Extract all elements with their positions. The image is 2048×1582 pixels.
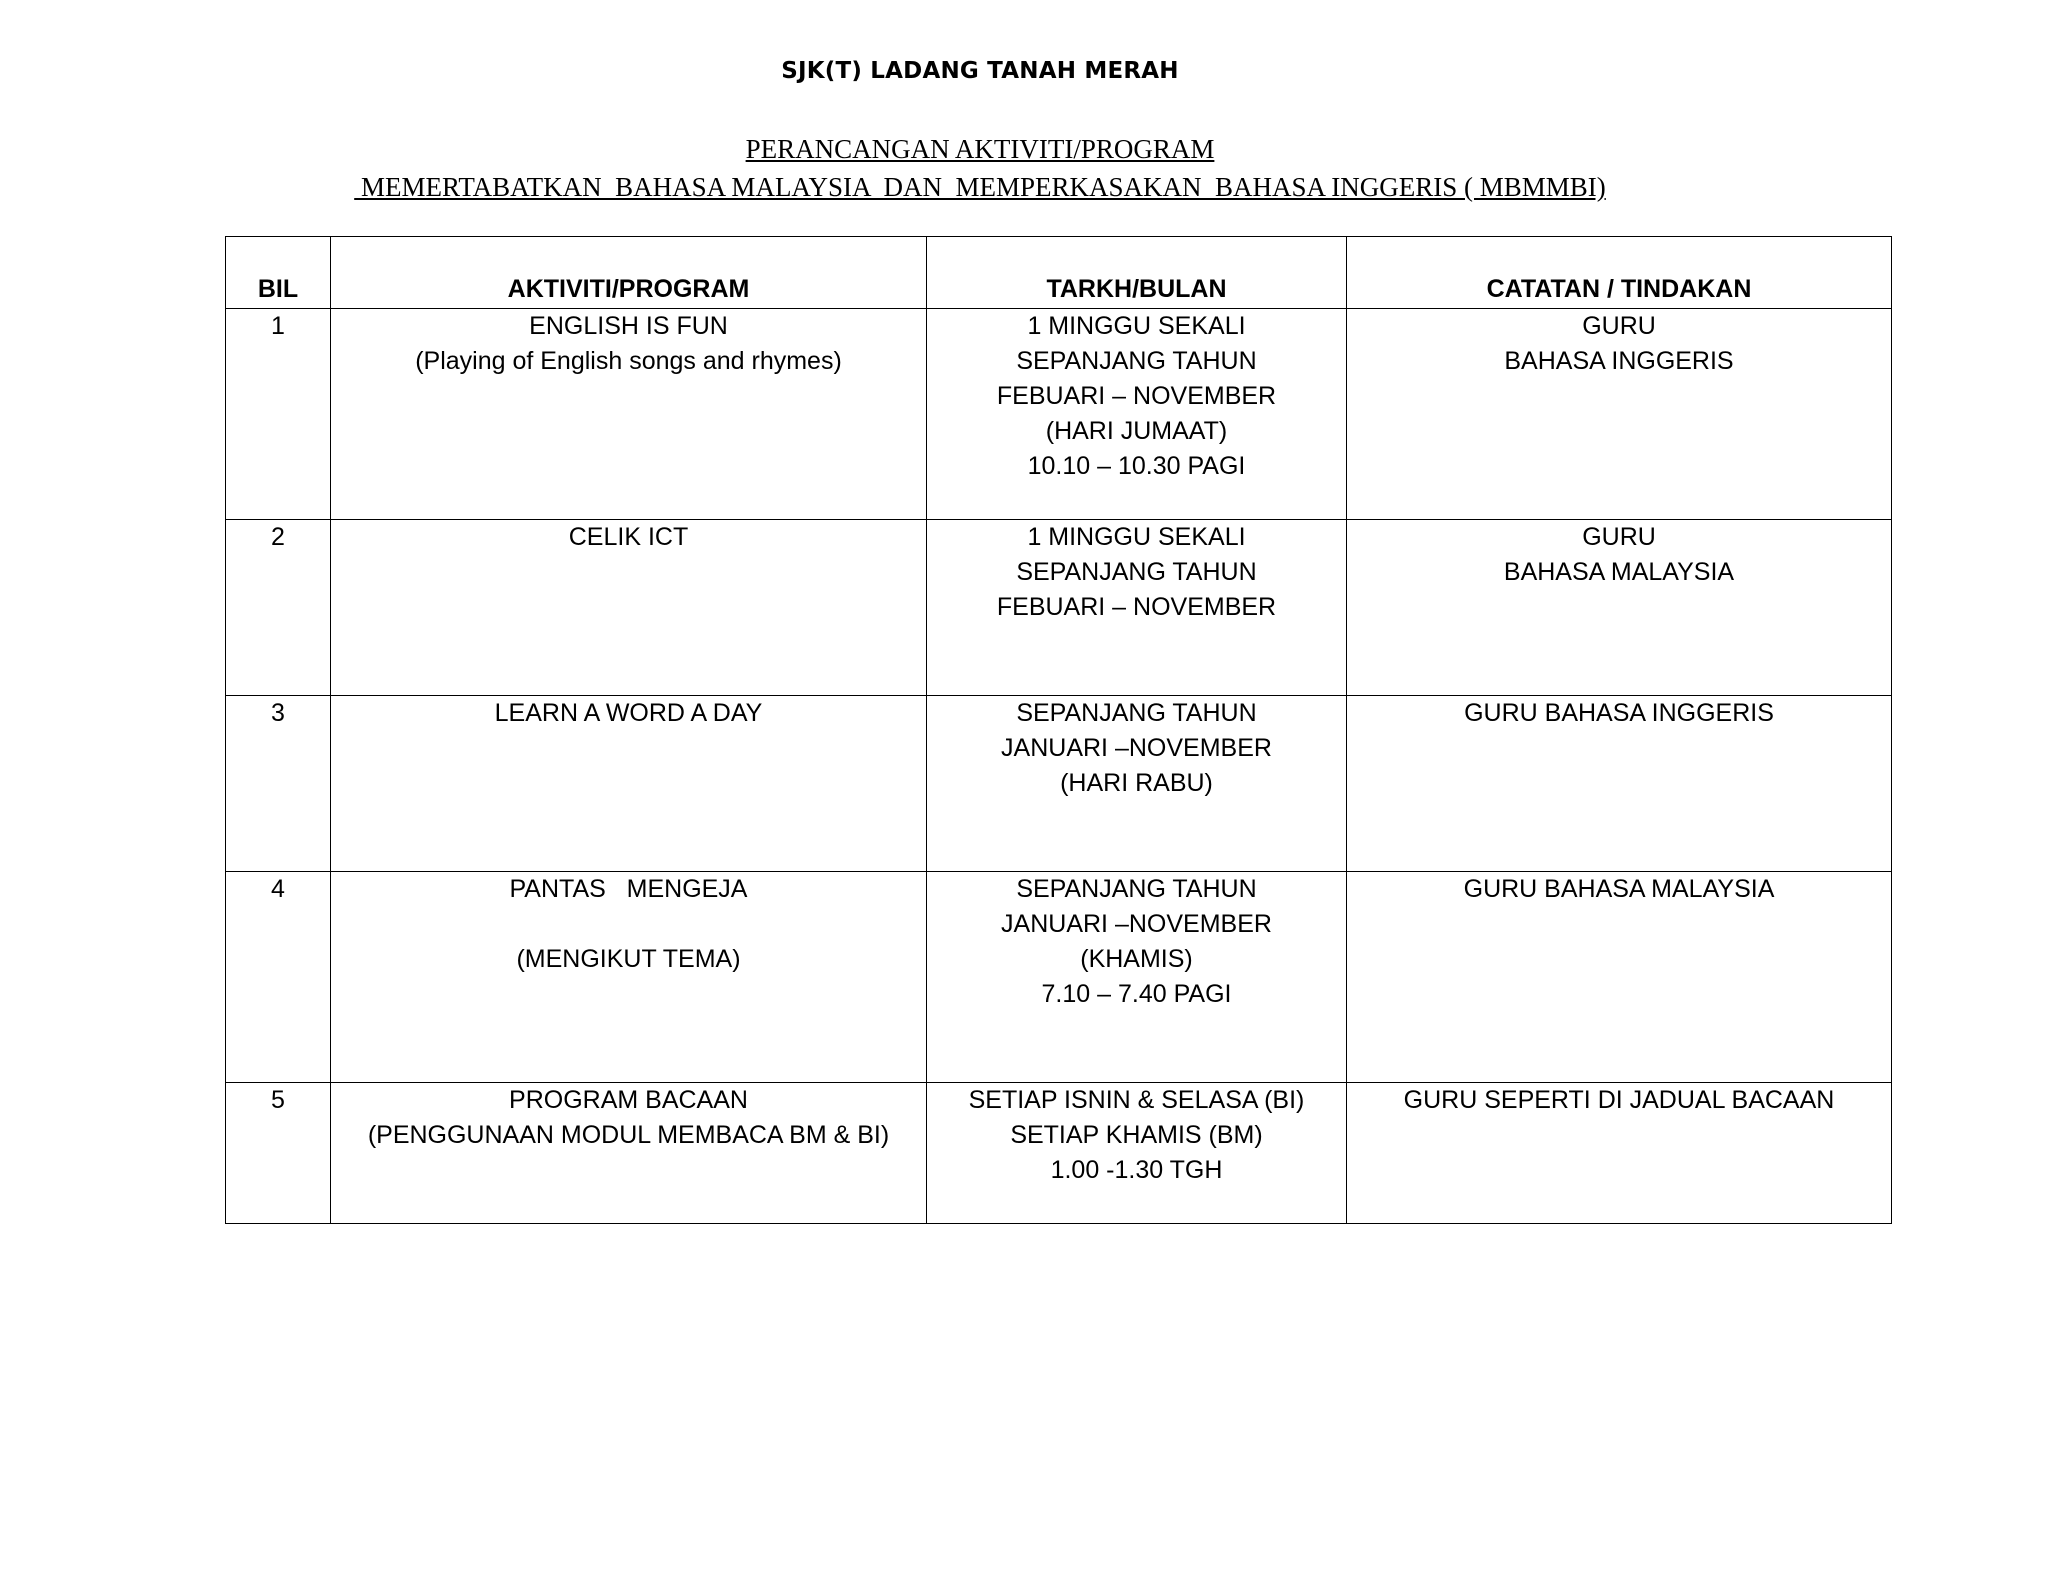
catatan-line: GURU BAHASA INGGERIS (1464, 699, 1774, 727)
tarikh-line: (HARI JUMAAT) (1045, 417, 1228, 445)
aktiviti-line: PROGRAM BACAAN (509, 1086, 748, 1114)
document-title: PERANCANGAN AKTIVITI/PROGRAM (745, 134, 1215, 164)
bil-text: 3 (271, 699, 285, 727)
table-row (226, 696, 1892, 872)
tarikh-line: 1.00 -1.30 TGH (1050, 1156, 1223, 1184)
cell-aktiviti (331, 520, 927, 696)
cell-catatan (1347, 520, 1892, 696)
aktiviti-line (331, 907, 926, 942)
activity-plan-table (225, 236, 1892, 1224)
cell-catatan (1347, 309, 1892, 520)
tarikh-line: SEPANJANG TAHUN (1016, 558, 1257, 586)
tarikh-line: SEPANJANG TAHUN (1016, 875, 1257, 903)
school-name: SJK(T) LADANG TANAH MERAH (781, 58, 1179, 84)
catatan-line: GURU (1582, 312, 1656, 340)
tarikh-line: SEPANJANG TAHUN (1016, 347, 1257, 375)
header-bil: BIL (226, 237, 331, 309)
cell-aktiviti (331, 1083, 927, 1224)
bil-text: 1 (271, 312, 285, 340)
catatan-line: BAHASA MALAYSIA (1503, 558, 1735, 586)
document-subtitle: MEMERTABATKAN BAHASA MALAYSIA DAN MEMPERKASAKAN BAHASA INGGERIS ( MBMMBI) (354, 172, 1606, 202)
cell-bil (226, 696, 331, 872)
tarikh-line: 1 MINGGU SEKALI (1027, 523, 1246, 551)
cell-catatan (1347, 696, 1892, 872)
aktiviti-line: (MENGIKUT TEMA) (516, 945, 741, 973)
aktiviti-line: PANTAS MENGEJA (509, 875, 748, 903)
catatan-line: GURU (1582, 523, 1656, 551)
cell-bil (226, 1083, 331, 1224)
bil-text: 2 (271, 523, 285, 551)
cell-catatan (1347, 872, 1892, 1083)
aktiviti-line: ENGLISH IS FUN (529, 312, 728, 340)
header-aktiviti: AKTIVITI/PROGRAM (331, 237, 927, 309)
catatan-line: BAHASA INGGERIS (1504, 347, 1734, 375)
aktiviti-line: (PENGGUNAAN MODUL MEMBACA BM & BI) (367, 1121, 890, 1149)
cell-bil (226, 872, 331, 1083)
tarikh-line: JANUARI –NOVEMBER (1001, 910, 1272, 938)
tarikh-line: 1 MINGGU SEKALI (1027, 312, 1246, 340)
tarikh-line: 10.10 – 10.30 PAGI (1027, 452, 1246, 480)
catatan-line: GURU SEPERTI DI JADUAL BACAAN (1403, 1086, 1835, 1114)
header-catatan: CATATAN / TINDAKAN (1347, 237, 1892, 309)
tarikh-line: FEBUARI – NOVEMBER (996, 382, 1277, 410)
bil-text: 4 (271, 875, 285, 903)
tarikh-line: (KHAMIS) (1080, 945, 1193, 973)
table-row (226, 1083, 1892, 1224)
cell-catatan (1347, 1083, 1892, 1224)
tarikh-line: FEBUARI – NOVEMBER (996, 593, 1277, 621)
cell-aktiviti (331, 872, 927, 1083)
cell-aktiviti (331, 309, 927, 520)
cell-tarikh (927, 696, 1347, 872)
table-row (226, 309, 1892, 520)
cell-tarikh (927, 872, 1347, 1083)
cell-tarikh (927, 520, 1347, 696)
tarikh-line: SETIAP KHAMIS (BM) (1010, 1121, 1263, 1149)
bil-text: 5 (271, 1086, 285, 1114)
table-row (226, 872, 1892, 1083)
cell-bil (226, 309, 331, 520)
catatan-line: GURU BAHASA MALAYSIA (1463, 875, 1775, 903)
tarikh-line: (HARI RABU) (1060, 769, 1213, 797)
cell-tarikh (927, 309, 1347, 520)
cell-tarikh (927, 1083, 1347, 1224)
cell-bil (226, 520, 331, 696)
tarikh-line: JANUARI –NOVEMBER (1001, 734, 1272, 762)
tarikh-line: SETIAP ISNIN & SELASA (BI) (968, 1086, 1305, 1114)
aktiviti-line: (Playing of English songs and rhymes) (415, 347, 842, 375)
header-tarikh: TARKH/BULAN (927, 237, 1347, 309)
cell-aktiviti (331, 696, 927, 872)
table-row (226, 520, 1892, 696)
table-header-row (226, 237, 1892, 309)
tarikh-line: 7.10 – 7.40 PAGI (1041, 980, 1232, 1008)
tarikh-line: SEPANJANG TAHUN (1016, 699, 1257, 727)
aktiviti-line: LEARN A WORD A DAY (494, 699, 763, 727)
aktiviti-line: CELIK ICT (568, 523, 689, 551)
